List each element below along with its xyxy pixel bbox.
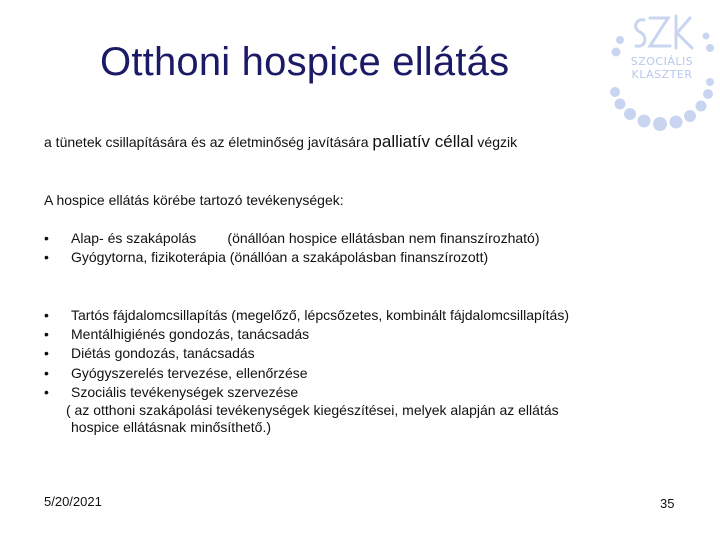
bullet-icon: • xyxy=(44,383,49,400)
bullet-icon: • xyxy=(44,249,49,266)
logo-text-line2: KLASZTER xyxy=(631,68,693,81)
list-item-text: Gyógytorna, fizikoterápia (önállóan a szakápolásban finanszírozott) xyxy=(71,249,489,266)
activities-heading: A hospice ellátás körébe tartozó tevékenységek: xyxy=(44,192,344,208)
list-item xyxy=(44,364,569,383)
logo-text-line1: SZOCIÁLIS xyxy=(630,55,694,68)
slide-title: Otthoni hospice ellátás xyxy=(100,40,510,84)
list-item xyxy=(44,383,569,402)
list-item xyxy=(44,325,569,344)
list-item xyxy=(44,306,569,325)
bullet-list-nursing xyxy=(44,229,540,267)
list-item-text: Mentálhigiénés gondozás, tanácsadás xyxy=(71,326,310,343)
list-item xyxy=(44,229,540,248)
note-line-2: hospice ellátásnak minősíthető.) xyxy=(71,419,271,435)
bullet-icon: • xyxy=(44,307,49,323)
bullet-icon: • xyxy=(44,326,49,343)
footer-date: 5/20/2021 xyxy=(44,494,102,509)
list-item-text: Diétás gondozás, tanácsadás xyxy=(71,345,255,362)
bullet-list-activities xyxy=(44,306,569,402)
list-item-text: Alap- és szakápolás (önállóan hospice ellátásban nem finanszírozható) xyxy=(71,230,540,246)
note-text xyxy=(66,402,666,436)
list-item xyxy=(44,344,569,363)
bullet-icon: • xyxy=(44,230,49,246)
note-line-1: ( az otthoni szakápolási tevékenységek kiegészítései, melyek alapján az ellátás xyxy=(66,402,559,418)
list-item-text: Gyógyszerelés tervezése, ellenőrzése xyxy=(71,364,308,381)
intro-text-before: a tünetek csillapítására és az életminőség javítására xyxy=(44,134,373,150)
intro-text-after: végzik xyxy=(473,134,518,150)
intro-emphasis: palliatív céllal xyxy=(372,132,474,151)
page-number: 35 xyxy=(660,496,675,511)
list-item-text: Tartós fájdalomcsillapítás (megelőző, lépcsőzetes, kombinált fájdalomcsillapítás) xyxy=(71,307,569,323)
list-item-text: Szociális tevékenységek szervezése xyxy=(71,383,299,400)
bullet-icon: • xyxy=(44,345,49,362)
szocialis-klaszter-logo xyxy=(606,6,718,134)
bullet-icon: • xyxy=(44,364,49,381)
list-item xyxy=(44,248,540,267)
intro-text xyxy=(44,132,517,152)
